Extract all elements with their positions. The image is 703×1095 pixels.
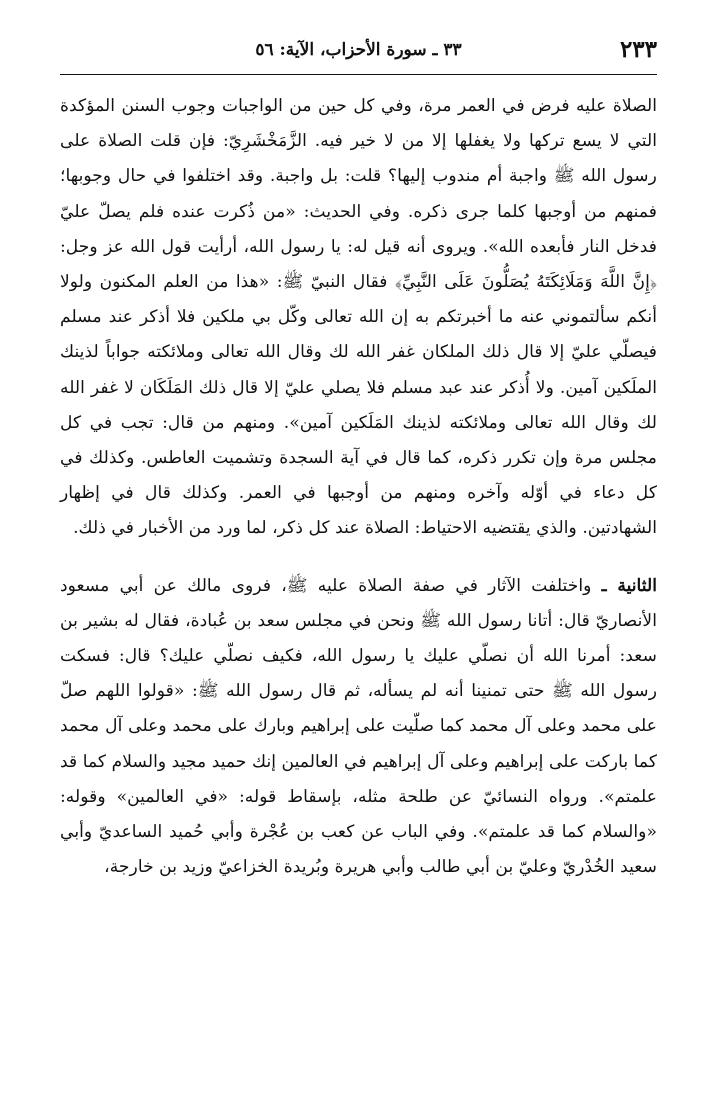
paragraph-second-lead: الثانية ـ	[601, 575, 657, 596]
page-header	[60, 34, 657, 75]
running-title: ٣٣ ـ سورة الأحزاب، الآية: ٥٦	[255, 40, 462, 60]
paragraph-second-text: واختلفت الآثار في صفة الصلاة عليه ﷺ، فروى مالك عن أبي مسعود الأنصاريّ قال: أتانا رسول الله ﷺ ونحن في مجلس سعد بن عُبادة، فقال له بشير بن سعد: أمرنا الله أن نصلّي عليك يا رسول الله، فكيف نصلّي عليك؟ قال: فسكت رسول الله ﷺ حتى تمنينا أنه لم يسأله، ثم قال رسول الله ﷺ: «قولوا اللهم صلّ على محمد وعلى آل محمد كما صلّيت على إبراهيم وبارك على محمد وعلى آل محمد كما باركت على إبراهيم وعلى آل إبراهيم في العالمين إنك حميد مجيد والسلام كما قد علمتم». ورواه النسائيّ عن طلحة مثله، بإسقاط قوله: «في العالمين» وقوله: «والسلام كما قد علمتم». وفي الباب عن كعب بن عُجْرة وأبي حُميد الساعديّ وأبي سعيد الخُدْريّ وعليّ بن أبي طالب وأبي هريرة وبُريدة الخزاعيّ وزيد بن خارجة،	[60, 575, 657, 878]
page-number: ٢٣٣	[619, 36, 657, 63]
page-body	[60, 75, 657, 885]
paragraph-first: الصلاة عليه فرض في العمر مرة، وفي كل حين من الواجبات وجوب السنن المؤكدة التي لا يسع تركها ولا يغفلها إلا من لا خير فيه. الزَّمَخْشَرِيّ: فإن قلت الصلاة على رسول الله ﷺ واجبة أم مندوب إليها؟ قلت: بل واجبة. وقد اختلفوا في حال وجوبها؛ فمنهم من أوجبها كلما جرى ذكره. وفي الحديث: «من ذُكرت عنده فلم يصلّ عليّ فدخل النار فأبعده الله». ويروى أنه قيل له: يا رسول الله، أرأيت قول الله عز وجل: ﴿إِنَّ اللَّهَ وَمَلَائِكَتَهُ يُصَلُّونَ عَلَى النَّبِيِّ﴾ فقال النبيّ ﷺ: «هذا من العلم المكنون ولولا أنكم سألتموني عنه ما أخبرتكم به إن الله تعالى وكّل بي ملكين فلا أذكر عند مسلم فيصلّي عليّ إلا قال ذلك الملكان غفر الله لك وقال الله تعالى وملائكته جواباً لذينك الملَكين آمين. ولا أُذكر عند عبد مسلم فلا يصلي عليّ إلا قال ذلك المَلَكَان لا غفر الله لك وقال الله تعالى وملائكته لذينك المَلَكين آمين». ومنهم من قال: تجب في كل مجلس مرة وإن تكرر ذكره، كما قال في آية السجدة وتشميت العاطس. وكذلك في كل دعاء في أوّله وآخره ومنهم من أوجبها في العمر. وكذلك قال في إظهار الشهادتين. والذي يقتضيه الاحتياط: الصلاة عند كل ذكر، لما ورد من الأخبار في ذلك.	[60, 96, 657, 539]
paragraph-second	[60, 569, 657, 886]
